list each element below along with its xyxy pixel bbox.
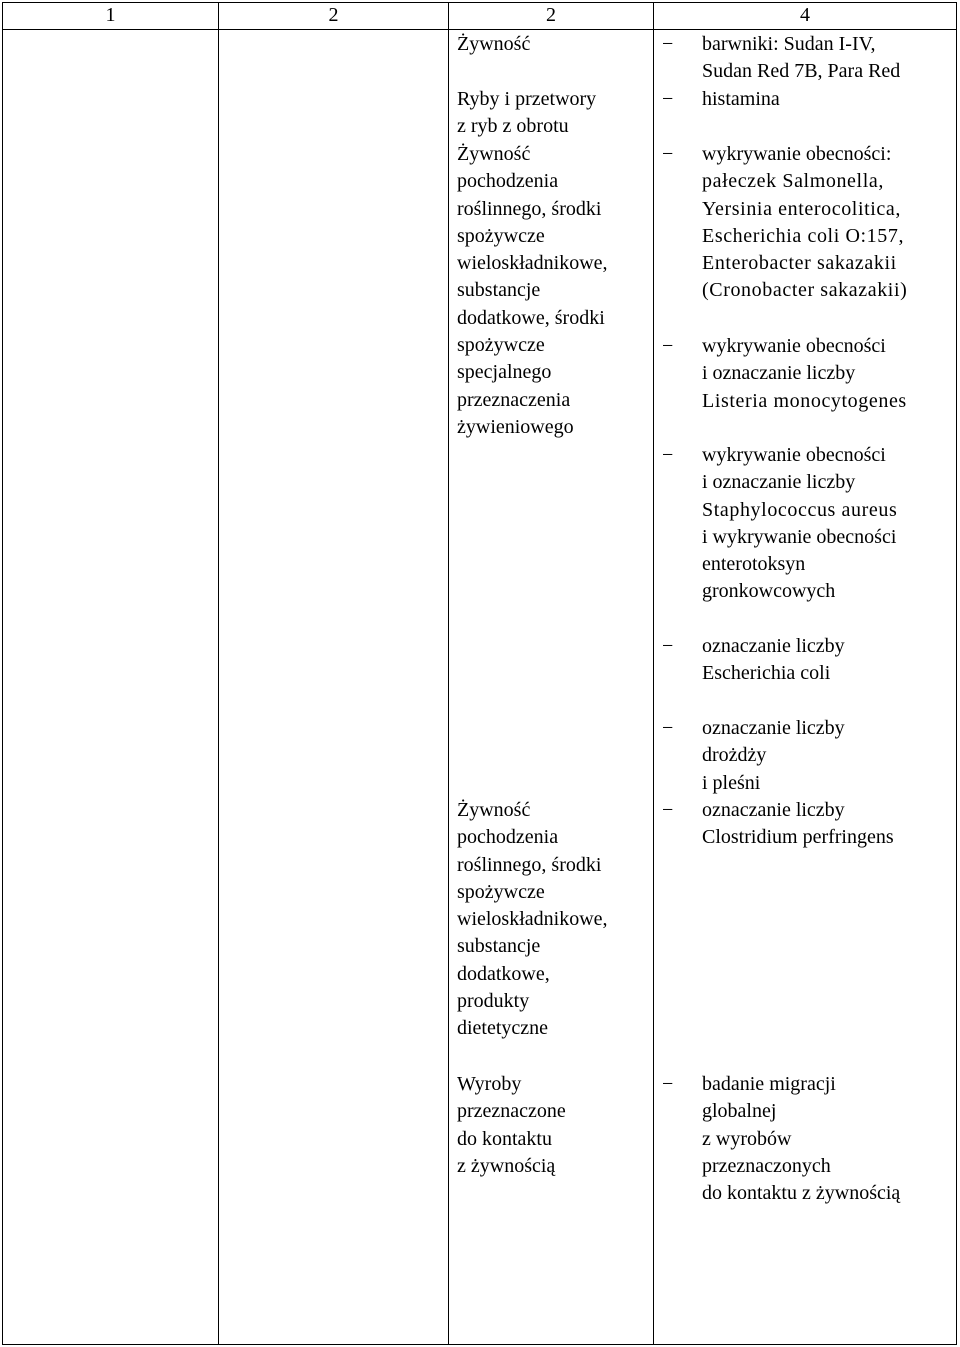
dash-bullet: − (662, 799, 674, 821)
group-line: spożywcze (457, 334, 545, 357)
group-line: Żywność (457, 799, 531, 821)
test-line: enterotoksyn (702, 553, 806, 576)
group-line: żywieniowego (457, 415, 574, 438)
test-line: wykrywanie obecności: (702, 143, 892, 165)
group-line: z żywnością (457, 1154, 556, 1177)
group-line: specjalnego (457, 361, 552, 384)
group-line: przeznaczone (457, 1100, 566, 1123)
group-line: pochodzenia (457, 826, 559, 849)
header-col-3: 2 (546, 4, 556, 26)
test-line: i oznaczanie liczby (702, 362, 856, 385)
test-line: wykrywanie obecności (702, 335, 886, 357)
test-line: Escherichia coli O:157, (702, 224, 905, 247)
table-border-right (956, 2, 957, 1345)
dash-bullet: − (662, 143, 674, 165)
test-line: przeznaczonych (702, 1154, 831, 1177)
test-line: do kontaktu z żywnością (702, 1182, 901, 1205)
header-col-1: 1 (105, 4, 116, 26)
group-line: dietetyczne (457, 1017, 549, 1040)
test-line: Sudan Red 7B, Para Red (702, 60, 901, 83)
test-line: oznaczanie liczby (702, 635, 845, 657)
group-line: produkty (457, 990, 530, 1013)
test-line: Listeria monocytogenes (702, 389, 907, 412)
group-line: roślinnego, środki (457, 853, 602, 876)
test-line: (Cronobacter sakazakii) (702, 279, 908, 302)
test-line: Enterobacter sakazakii (702, 252, 897, 275)
column-divider-1 (218, 2, 219, 1345)
group-line: Żywność (457, 33, 531, 55)
group-line: spożywcze (457, 224, 545, 247)
group-food (457, 31, 657, 58)
header-row-divider (2, 29, 957, 30)
test-line: oznaczanie liczby (702, 717, 845, 739)
group-line: do kontaktu (457, 1127, 552, 1150)
test-line: Clostridium perfringens (702, 826, 894, 849)
group-plant-food-dietetic (457, 797, 657, 1043)
test-line: pałeczek Salmonella, (702, 170, 884, 193)
group-line: pochodzenia (457, 170, 559, 193)
test-line: i wykrywanie obecności (702, 525, 897, 548)
test-line: i oznaczanie liczby (702, 471, 856, 494)
group-line: spożywcze (457, 880, 545, 903)
test-line: globalnej (702, 1100, 777, 1123)
header-col-4: 4 (800, 4, 810, 26)
group-line: substancje (457, 279, 541, 302)
dash-bullet: − (662, 635, 674, 657)
test-line: gronkowcowych (702, 580, 836, 603)
dash-bullet: − (662, 1073, 674, 1095)
test-line: oznaczanie liczby (702, 799, 845, 821)
test-line: badanie migracji (702, 1073, 836, 1095)
group-line: z ryb z obrotu (457, 115, 569, 138)
test-line: wykrywanie obecności (702, 444, 886, 466)
group-food-contact-materials (457, 1071, 657, 1180)
group-line: Wyroby (457, 1073, 522, 1095)
test-line: drożdży (702, 744, 767, 767)
group-line: wieloskładnikowe, (457, 908, 608, 931)
table-border-left (2, 2, 3, 1345)
test-line: Yersinia enterocolitica, (702, 197, 901, 220)
test-line: i pleśni (702, 771, 761, 794)
test-line: z wyrobów (702, 1127, 792, 1150)
group-line: substancje (457, 935, 541, 958)
group-line: Żywność (457, 143, 531, 165)
dash-bullet: − (662, 33, 674, 55)
group-plant-food-special (457, 141, 657, 441)
group-line: dodatkowe, środki (457, 306, 605, 329)
test-line: Escherichia coli (702, 662, 831, 685)
group-line: dodatkowe, (457, 962, 550, 985)
test-line: Staphylococcus aureus (702, 498, 898, 521)
test-line: histamina (702, 88, 780, 110)
group-line: wieloskładnikowe, (457, 252, 608, 275)
dash-bullet: − (662, 335, 674, 357)
test-line: barwniki: Sudan I-IV, (702, 33, 876, 55)
group-line: roślinnego, środki (457, 197, 602, 220)
group-line: Ryby i przetwory (457, 88, 597, 110)
table-border-bottom (2, 1344, 957, 1345)
column-divider-2 (448, 2, 449, 1345)
header-col-2: 2 (328, 4, 339, 26)
dash-bullet: − (662, 444, 674, 466)
group-fish (457, 86, 657, 141)
dash-bullet: − (662, 717, 674, 739)
dash-bullet: − (662, 88, 674, 110)
group-line: przeznaczenia (457, 388, 571, 411)
